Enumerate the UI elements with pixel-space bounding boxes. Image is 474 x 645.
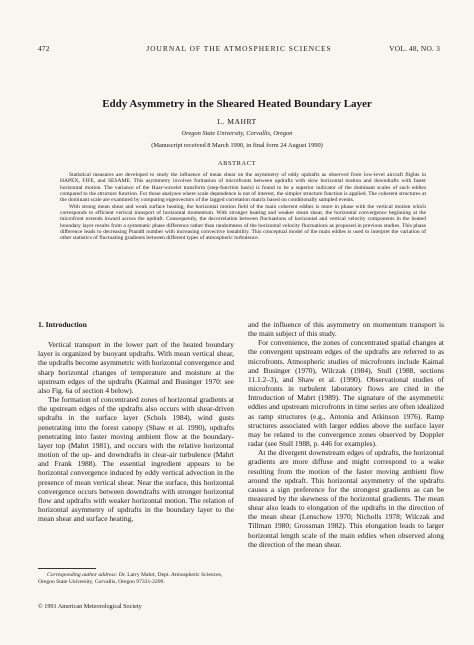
- body-paragraph: The formation of concentrated zones of horizontal gradients at the upstream edges of the updrafts also occurs with shear-driven updrafts in the surface layer (Schols 1984), wind gusts penetrating into the forest canopy (Shaw et al. 1990), updrafts penetrating into faster moving ambient flow at the boundary-layer top (Mahrt 1981), and occurs with the relative horizontal motion of the up- and downdrafts in clear-air turbulence (Mahrt and Frank 1988). The essential ingredient appears to be horizontal convergence induced by eddy vertical advection in the presence of mean vertical shear. Near the surface, this horizontal convergence occurs between downdrafts with stronger horizontal flow and updrafts with weaker horizontal motion. The relation of horizontal asymmetry of updrafts in the boundary layer to the mean shear and surface heating,: [38, 395, 234, 524]
- footnote-text: Dr. Larry Mahrt, Dept. Atmospheric Sciences, Oregon State University, Corvallis, Oregon 97331-2209.: [38, 572, 223, 585]
- abstract-paragraph: With strong mean shear and weak surface heating, the horizontal motion field of the main coherent eddies is more in phase with the vertical motion which corresponds to efficient vertical transport of horizontal momentum. With stronger heating and weaker mean shear, the horizontal convergence beginning at the microfront extends inward across the updraft. Consequently, the decorrelation between fluctuations of horizontal and vertical velocity components in the heated boundary layer results from a systematic phase difference rather than randomness of the horizontal velocity fluctuations as proposed in previous studies. This phase difference leads to decreasing Prandtl number with increasing convective instability. This conceptual model of the main eddies is used to interpret the variation of other statistics of fluctuating gradients between different types of atmospheric turbulence.: [60, 203, 426, 242]
- journal-name: JOURNAL OF THE ATMOSPHERIC SCIENCES: [146, 44, 332, 53]
- abstract: [60, 172, 426, 242]
- body-paragraph: Vertical transport in the lower part of the heated boundary layer is organized by buoyant updrafts. With mean vertical shear, the updrafts become asymmetric with horizontal convergence and sharp horizontal changes of temperature and moisture at the upstream edges of the updrafts (Kaimal and Businger 1970: see also Fig. 6a of section 4 below).: [38, 340, 234, 395]
- author-affiliation: Oregon State University, Corvallis, Oregon: [181, 130, 293, 137]
- right-column: [248, 320, 444, 549]
- section-heading: 1. Introduction: [38, 320, 87, 329]
- left-column: [38, 320, 234, 523]
- page-number: 472: [38, 44, 50, 53]
- author-name: L. MAHRT: [217, 117, 257, 126]
- copyright-notice: © 1991 American Meteorological Society: [38, 603, 142, 610]
- body-paragraph: At the divergent downstream edges of updrafts, the horizontal gradients are more diffuse and might correspond to a wake resulting from the motion of the faster moving ambient flow around the updraft. This horizontal asymmetry of the updrafts causes a sign preference for the strongest gradients as can be measured by the skewness of the horizontal gradients. The mean shear also leads to elongation of the updrafts in the direction of the mean shear (Lenschow 1970; Nicholls 1978; Wilczak and Tillman 1980; Grossman 1982). This elongation leads to larger horizontal length scale of the main eddies when observed along the direction of the mean shear.: [248, 448, 444, 549]
- corresponding-author-footnote: [38, 572, 234, 585]
- footnote-label: Corresponding author address:: [47, 572, 118, 578]
- article-title: Eddy Asymmetry in the Sheared Heated Boundary Layer: [102, 98, 372, 110]
- footnote-divider: [38, 568, 96, 569]
- manuscript-dates: (Manuscript received 8 March 1990, in final form 24 August 1990): [151, 142, 323, 149]
- body-paragraph: For convenience, the zones of concentrated spatial changes at the convergent upstream edges of the updrafts are referred to as microfronts. Atmospheric studies of microfronts include Kaimal and Businger (1970), Wilczak (1984), Stull (1988, sections 11.1.2–3), and Shaw et al. (1990). Observational studies of microfronts in turbulent laboratory flows are cited in the Introduction of Mahrt (1989). The signature of the asymmetric eddies and upstream microfronts in time series are often idealized as ramp structures (e.g., Antonia and Atkinson 1976). Ramp structures associated with larger eddies above the surface layer may be related to the convergence zones observed by Doppler radar (see Stull 1988, p. 446 for examples).: [248, 338, 444, 449]
- body-paragraph: and the influence of this asymmetry on momentum transport is the main subject of this study.: [248, 320, 444, 339]
- volume-issue: VOL. 48, NO. 3: [389, 44, 440, 53]
- abstract-paragraph: Statistical measures are developed to study the influence of mean shear on the asymmetry of eddy updrafts as observed from low-level aircraft flights in HAPEX, FIFE, and SESAME. This asymmetry involves formation of microfronts between updrafts with slow horizontal motion and downdrafts with faster horizontal motion. The variance of the Haar-wavelet transform (step-function basis) is found to be a superior indicator of the dominant scales of such eddies compared to the structure function. For those analyses where scale dependence is not of interest, the simpler structure function is applied. The coherent structures at the dominant scale are examined by computing eigenvectors of the lagged correlation matrix based on conditionally sampled events.: [60, 172, 426, 204]
- abstract-heading: ABSTRACT: [217, 160, 257, 167]
